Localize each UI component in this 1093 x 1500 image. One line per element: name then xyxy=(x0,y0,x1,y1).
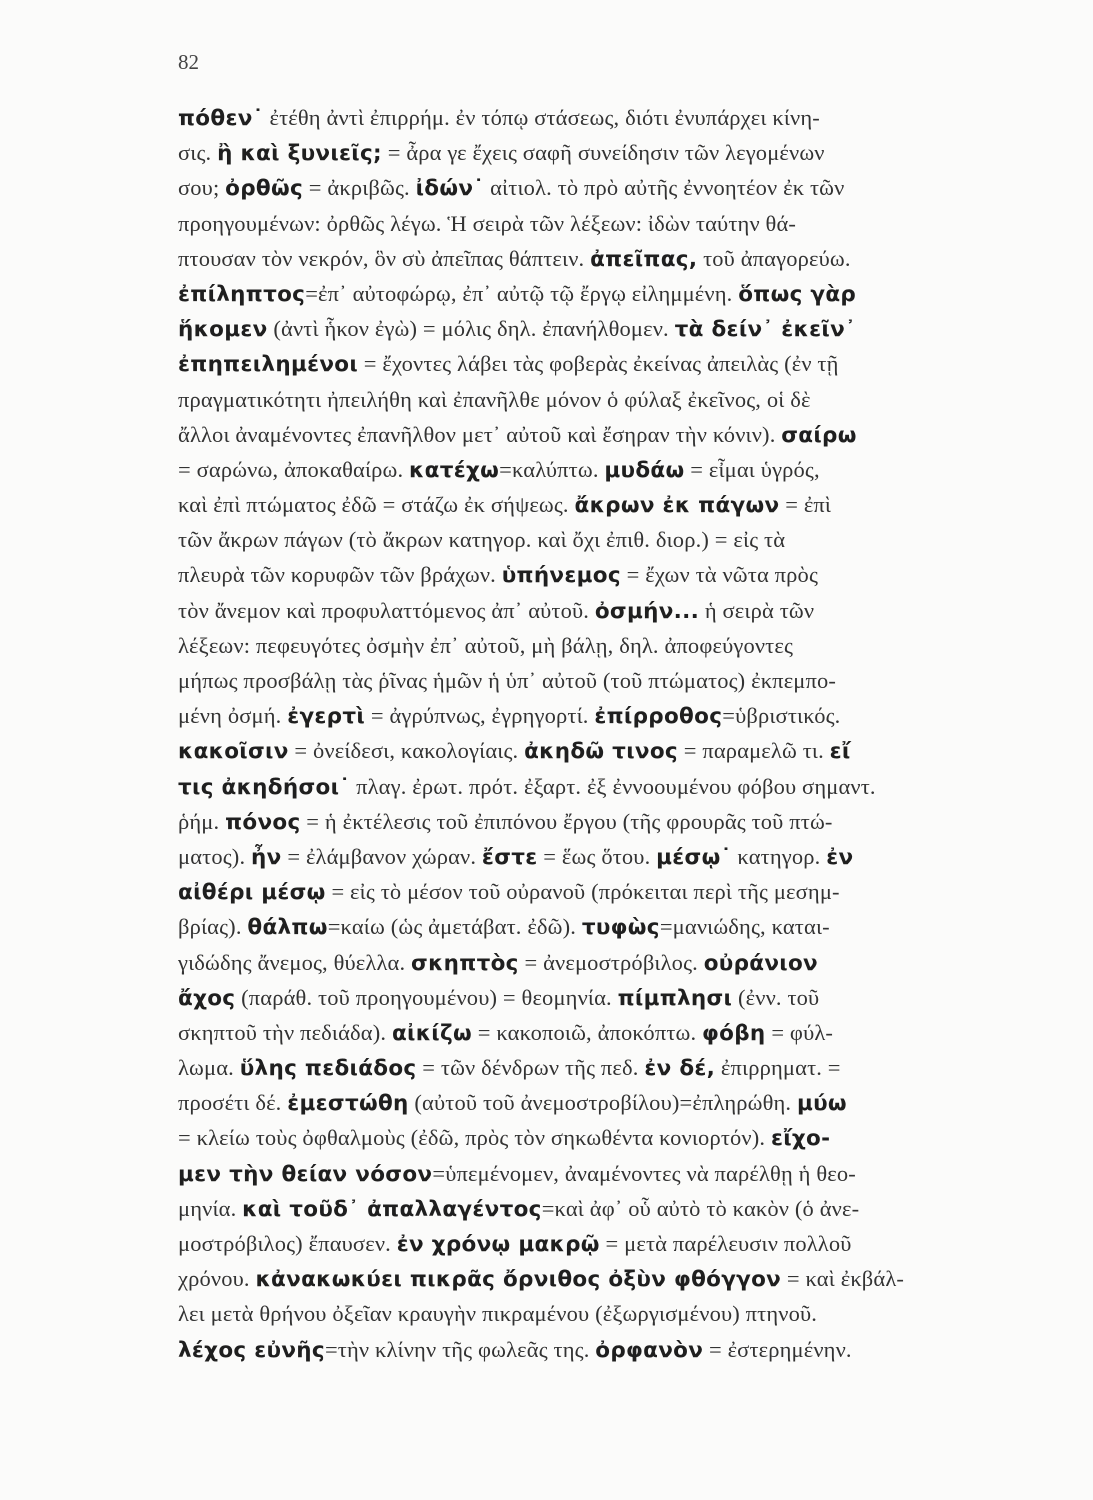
gloss-text: = κλείω τοὺς ὀφθαλμοὺς (ἐδῶ, πρὸς τὸν σηκωθέντα κονιορτόν). xyxy=(178,1125,771,1151)
text-line xyxy=(178,980,1018,1015)
lemma-term: μυδάω xyxy=(604,457,685,483)
gloss-text: = ἐστερημένην. xyxy=(703,1336,852,1362)
gloss-text: =μανιώδης, καται- xyxy=(659,914,830,940)
text-line xyxy=(178,593,1018,628)
lemma-term: πίμπλησι xyxy=(617,985,733,1011)
gloss-text: πλευρὰ τῶν κορυφῶν τῶν βράχων. xyxy=(178,562,502,588)
lemma-term: μέσῳ˙ xyxy=(656,844,732,870)
lemma-term: μύω xyxy=(796,1091,847,1117)
gloss-text: προηγουμένων: ὀρθῶς λέγω. Ἡ σειρὰ τῶν λέξεων: ἰδὼν ταύτην θά- xyxy=(178,210,797,236)
lemma-term: σκηπτὸς xyxy=(411,950,519,976)
gloss-text: = παραμελῶ τι. xyxy=(677,738,830,764)
gloss-text: πραγματικότητι ἠπειλήθη καὶ ἐπανῆλθε μόνον ὁ φύλαξ ἐκεῖνος, οἱ δὲ xyxy=(178,386,811,412)
lemma-term: οὐράνιον xyxy=(703,950,818,976)
gloss-text: λει μετὰ θρήνου ὀξεῖαν κραυγὴν πικραμένου (ἐξωργισμένου) πτηνοῦ. xyxy=(178,1301,818,1327)
gloss-text: αἰτιολ. τὸ πρὸ αὐτῆς ἐννοητέον ἐκ τῶν xyxy=(484,175,845,201)
gloss-text: =τὴν κλίνην τῆς φωλεᾶς της. xyxy=(324,1336,596,1362)
text-line xyxy=(178,311,1018,346)
gloss-text: πλαγ. ἐρωτ. πρότ. ἐξαρτ. ἐξ ἐννοουμένου φόβου σημαντ. xyxy=(350,773,876,799)
lemma-term: λέχος εὐνῆς xyxy=(178,1337,325,1363)
lemma-term: ἀπεῖπας, xyxy=(590,246,698,272)
lemma-term: ἰδών˙ xyxy=(415,176,485,202)
text-line xyxy=(178,1015,1018,1050)
gloss-text: μένη ὀσμή. xyxy=(178,703,288,729)
gloss-text: = ἕως ὅτου. xyxy=(537,843,657,869)
text-line xyxy=(178,452,1018,487)
gloss-text: σου; xyxy=(178,175,226,201)
lemma-term: ἄκρων ἐκ πάγων xyxy=(574,493,780,519)
gloss-text: = καὶ ἐκβάλ- xyxy=(781,1266,905,1292)
gloss-text: σκηπτοῦ τὴν πεδιάδα). xyxy=(178,1019,392,1045)
text-line xyxy=(178,1050,1018,1085)
gloss-text: τοῦ ἀπαγορεύω. xyxy=(697,245,851,271)
text-line xyxy=(178,945,1018,980)
text-line xyxy=(178,276,1018,311)
text-line xyxy=(178,804,1018,839)
lemma-term: ἐν xyxy=(826,844,854,870)
lemma-term: ἥκομεν xyxy=(178,317,268,343)
lemma-term: πόνος xyxy=(225,809,301,835)
gloss-text: ῥήμ. xyxy=(178,808,226,834)
text-line xyxy=(178,241,1018,276)
text-line xyxy=(178,628,1018,663)
gloss-text: κατηγορ. xyxy=(731,843,827,869)
gloss-text: = ἡ ἐκτέλεσις τοῦ ἐπιπόνου ἔργου (τῆς φρουρᾶς τοῦ πτώ- xyxy=(300,808,833,834)
text-line xyxy=(178,557,1018,592)
text-line xyxy=(178,206,1018,241)
text-line xyxy=(178,346,1018,381)
text-line xyxy=(178,1120,1018,1155)
text-line xyxy=(178,874,1018,909)
gloss-text: τὸν ἄνεμον καὶ προφυλαττόμενος ἀπ᾽ αὐτοῦ. xyxy=(178,597,595,623)
text-line xyxy=(178,1296,1018,1331)
lemma-term: καὶ τοῦδ᾽ ἀπαλλαγέντος xyxy=(242,1196,542,1222)
gloss-text: γιδώδης ἄνεμος, θύελλα. xyxy=(178,949,412,975)
lemma-term: εἴ xyxy=(829,739,851,765)
gloss-text: = κακοποιῶ, ἀποκόπτω. xyxy=(471,1019,703,1045)
gloss-text: =ὑπεμένομεν, ἀναμένοντες νὰ παρέλθῃ ἡ θεο- xyxy=(432,1160,856,1186)
text-line xyxy=(178,839,1018,874)
text-line xyxy=(178,100,1018,135)
lemma-term: ἀκηδῶ τινος xyxy=(524,739,678,765)
gloss-text: βρίας). xyxy=(178,914,248,940)
gloss-text: πτουσαν τὸν νεκρόν, ὃν σὺ ἀπεῖπας θάπτειν. xyxy=(178,245,591,271)
lemma-term: εἴχο- xyxy=(770,1126,831,1152)
gloss-text: καὶ ἐπὶ πτώματος ἐδῶ = στάζω ἐκ σήψεως. xyxy=(178,492,575,518)
gloss-text: προσέτι δέ. xyxy=(178,1090,288,1116)
text-line xyxy=(178,1085,1018,1120)
gloss-text: =καλύπτω. xyxy=(499,456,605,482)
lemma-term: ἐν δέ, xyxy=(644,1056,716,1082)
gloss-text: = ἔχοντες λάβει τὰς φοβερὰς ἐκείνας ἀπειλὰς (ἐν τῇ xyxy=(358,351,839,377)
gloss-text: (παράθ. τοῦ προηγουμένου) = θεομηνία. xyxy=(235,984,618,1010)
lemma-term: ἐγερτὶ xyxy=(287,704,366,730)
gloss-text: = ἀκριβῶς. xyxy=(303,175,416,201)
lemma-term: ὀσμήν... xyxy=(594,598,700,624)
gloss-text: = ἆρα γε ἔχεις σαφῆ συνείδησιν τῶν λεγομένων xyxy=(381,140,825,166)
text-line xyxy=(178,417,1018,452)
gloss-text: μήπως προσβάλῃ τὰς ῥῖνας ἡμῶν ἡ ὑπ᾽ αὐτοῦ (τοῦ πτώματος) ἐκπεμπο- xyxy=(178,668,837,693)
gloss-text: λέξεων: πεφευγότες ὀσμὴν ἐπ᾽ αὐτοῦ, μὴ βάλῃ, δηλ. ἀποφεύγοντες xyxy=(178,632,794,658)
gloss-text: = φύλ- xyxy=(765,1019,834,1045)
gloss-text: (αὐτοῦ τοῦ ἀνεμοστροβίλου)=ἐπληρώθη. xyxy=(408,1090,797,1116)
gloss-text: = ἔχων τὰ νῶτα πρὸς xyxy=(620,562,819,588)
text-line xyxy=(178,663,1018,698)
gloss-text: τῶν ἄκρων πάγων (τὸ ἄκρων κατηγορ. καὶ ὄχι ἐπιθ. διορ.) = εἰς τὰ xyxy=(178,527,786,553)
gloss-text: = ὀνείδεσι, κακολογίαις. xyxy=(288,738,525,764)
lemma-term: σαίρω xyxy=(781,422,857,448)
gloss-text: ματος). xyxy=(178,843,251,869)
gloss-text: ἡ σειρὰ τῶν xyxy=(699,597,815,623)
lemma-term: ἢ καὶ ξυνιεῖς; xyxy=(217,141,382,167)
lemma-term: ὅπως γὰρ xyxy=(738,281,857,307)
gloss-text: = εἰς τὸ μέσον τοῦ οὐρανοῦ (πρόκειται περὶ τῆς μεσημ- xyxy=(325,879,840,905)
gloss-text: = εἶμαι ὑγρός, xyxy=(684,456,820,482)
text-line xyxy=(178,1191,1018,1226)
lemma-term: ἐπίληπτος xyxy=(178,281,306,307)
lemma-term: ἐν χρόνῳ μακρῷ xyxy=(396,1232,600,1257)
lemma-term: τυφὼς xyxy=(581,915,660,941)
lemma-term: κἀνακωκύει πικρᾶς ὄρνιθος ὀξὺν φθόγγον xyxy=(255,1267,782,1293)
gloss-text: ἄλλοι ἀναμένοντες ἐπανῆλθον μετ᾽ αὐτοῦ καὶ ἔσηραν τὴν κόνιν). xyxy=(178,421,782,447)
text-line xyxy=(178,135,1018,170)
lemma-term: κατέχω xyxy=(409,457,500,483)
lemma-term: ἄχος xyxy=(178,985,236,1011)
gloss-text: ἐτέθη ἀντὶ ἐπιρρήμ. ἐν τόπῳ στάσεως, διότι ἐνυπάρχει κίνη- xyxy=(263,105,820,130)
gloss-text: =ὑβριστικός. xyxy=(722,703,841,729)
page-number: 82 xyxy=(178,50,199,74)
gloss-text: = ἐλάμβανον χώραν. xyxy=(281,843,482,869)
lemma-term: θάλπω xyxy=(247,915,328,941)
gloss-text: (ἐνν. τοῦ xyxy=(732,984,820,1010)
lemma-term: ὕλης πεδιάδος xyxy=(239,1056,417,1082)
gloss-text: = ἀνεμοστρόβιλος. xyxy=(518,949,704,975)
gloss-text: =καίω (ὡς ἀμετάβατ. ἐδῶ). xyxy=(327,914,582,940)
text-line xyxy=(178,1226,1018,1261)
text-line xyxy=(178,522,1018,557)
gloss-text: ἐπιρρηματ. = xyxy=(715,1055,841,1081)
gloss-text: μηνία. xyxy=(178,1195,243,1221)
lemma-term: πόθεν˙ xyxy=(178,106,264,131)
lemma-term: μεν τὴν θείαν νόσον xyxy=(178,1161,433,1187)
gloss-text: = ἐπὶ xyxy=(779,492,832,518)
lemma-term: ὀρφανὸν xyxy=(595,1337,704,1363)
text-line xyxy=(178,909,1018,944)
lemma-term: αἰκίζω xyxy=(391,1020,472,1046)
text-line xyxy=(178,769,1018,804)
gloss-text: = σαρώνω, ἀποκαθαίρω. xyxy=(178,456,410,482)
gloss-text: μοστρόβιλος) ἔπαυσεν. xyxy=(178,1231,397,1256)
gloss-text: =καὶ ἀφ᾽ οὗ αὐτὸ τὸ κακὸν (ὁ ἀνε- xyxy=(541,1195,860,1221)
text-line xyxy=(178,733,1018,768)
lemma-term: αἰθέρι μέσῳ xyxy=(178,880,326,906)
lemma-term: ὑπήνεμος xyxy=(501,563,621,589)
gloss-text: χρόνου. xyxy=(178,1266,256,1292)
lemma-term: ἐπίρροθος xyxy=(594,704,723,730)
text-line xyxy=(178,698,1018,733)
gloss-text: = ἀγρύπνως, ἐγρηγορτί. xyxy=(365,703,595,729)
lemma-term: ἦν xyxy=(251,844,282,870)
lemma-term: ἔστε xyxy=(481,844,538,870)
text-line xyxy=(178,1332,1018,1367)
commentary-text xyxy=(178,100,1018,1367)
text-line xyxy=(178,170,1018,205)
gloss-text: = τῶν δένδρων τῆς πεδ. xyxy=(416,1055,645,1081)
gloss-text: = μετὰ παρέλευσιν πολλοῦ xyxy=(599,1231,852,1256)
lemma-term: ἐπηπειλημένοι xyxy=(178,352,359,378)
gloss-text: =ἐπ᾽ αὐτοφώρῳ, ἐπ᾽ αὐτῷ τῷ ἔργῳ εἰλημμένη. xyxy=(305,280,739,306)
gloss-text: σις. xyxy=(178,140,218,166)
lemma-term: ὀρθῶς xyxy=(225,176,304,202)
text-line xyxy=(178,1156,1018,1191)
text-line xyxy=(178,1261,1018,1296)
lemma-term: φόβη xyxy=(702,1020,766,1046)
lemma-term: τις ἀκηδήσοι˙ xyxy=(178,774,351,800)
lemma-term: ἐμεστώθη xyxy=(287,1091,409,1117)
text-line xyxy=(178,382,1018,417)
text-line xyxy=(178,487,1018,522)
lemma-term: κακοῖσιν xyxy=(178,739,289,765)
lemma-term: τὰ δείν᾽ ἐκεῖν᾽ xyxy=(674,317,857,343)
gloss-text: λωμα. xyxy=(178,1055,240,1081)
gloss-text: (ἀντὶ ἧκον ἐγὼ) = μόλις δηλ. ἐπανήλθομεν. xyxy=(267,316,675,342)
